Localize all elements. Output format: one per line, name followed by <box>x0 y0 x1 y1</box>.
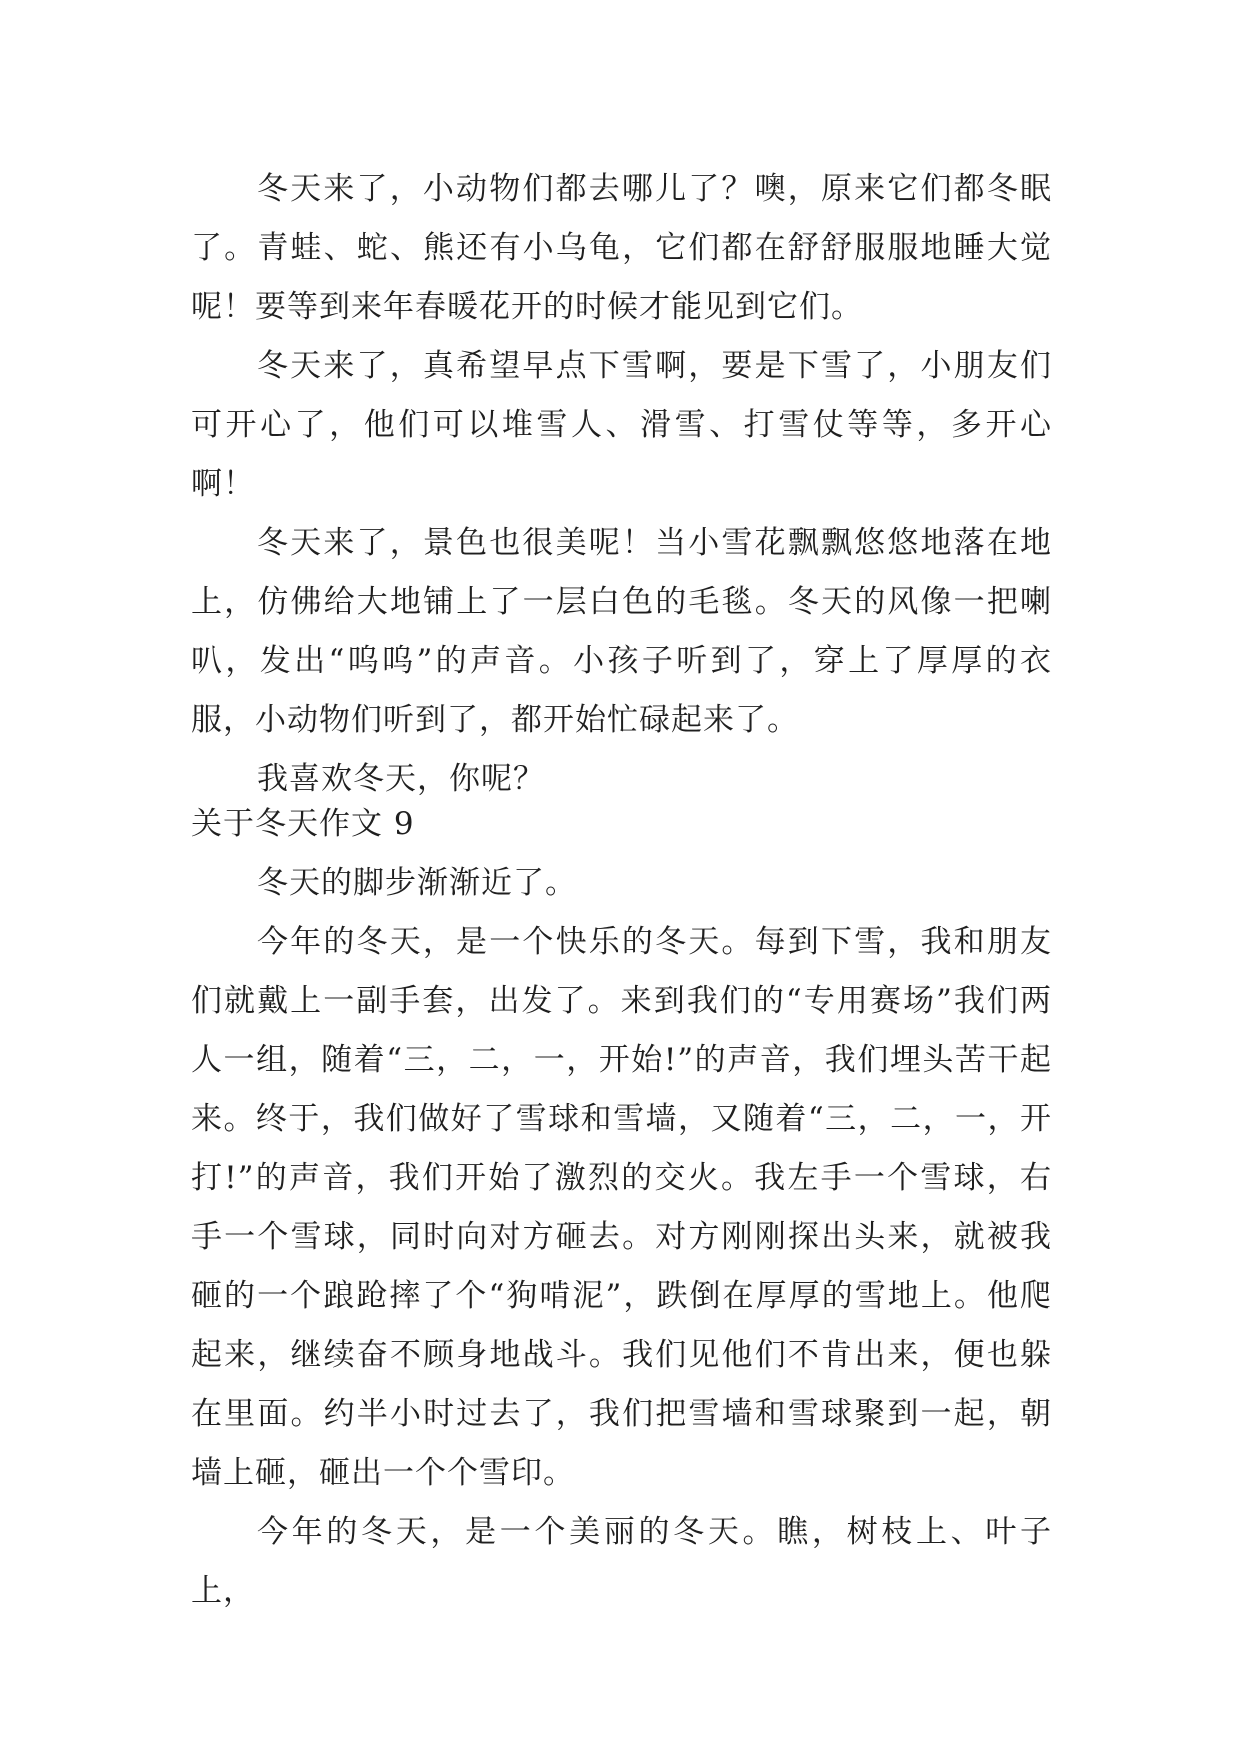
essay-section-previous <box>191 160 1052 809</box>
essay-section-9 <box>191 795 1052 1621</box>
paragraph-winter-approaching: 冬天的脚步渐渐近了。 <box>257 865 577 901</box>
essay-heading: 关于冬天作文 9 <box>191 806 415 842</box>
paragraph-beautiful-winter: 今年的冬天，是一个美丽的冬天。瞧，树枝上、叶子上， <box>191 1514 1052 1609</box>
paragraph-snowball-fight: 今年的冬天，是一个快乐的冬天。每到下雪，我和朋友们就戴上一副手套，出发了。来到我们的“专用赛场”我们两人一组，随着“三，二，一，开始!”的声音，我们埋头苦干起来。终于，我们做好了雪球和雪墙，又随着“三，二，一，开打!”的声音，我们开始了激烈的交火。我左手一个雪球，右手一个雪球，同时向对方砸去。对方刚刚探出头来，就被我砸的一个踉跄摔了个“狗啃泥”，跌倒在厚厚的雪地上。他爬起来，继续奋不顾身地战斗。我们见他们不肯出来，便也躲在里面。约半小时过去了，我们把雪墙和雪球聚到一起，朝墙上砸，砸出一个个雪印。 <box>191 924 1052 1491</box>
paragraph-closing-question: 我喜欢冬天，你呢？ <box>257 761 545 797</box>
paragraph-hope-snow: 冬天来了，真希望早点下雪啊，要是下雪了，小朋友们可开心了，他们可以堆雪人、滑雪、打雪仗等等，多开心啊！ <box>191 348 1052 502</box>
paragraph-winter-scenery: 冬天来了，景色也很美呢！当小雪花飘飘悠悠地落在地上，仿佛给大地铺上了一层白色的毛毯。冬天的风像一把喇叭，发出“呜呜”的声音。小孩子听到了，穿上了厚厚的衣服，小动物们听到了，都开始忙碌起来了。 <box>191 525 1052 738</box>
paragraph-animals-hibernate: 冬天来了，小动物们都去哪儿了？噢，原来它们都冬眠了。青蛙、蛇、熊还有小乌龟，它们都在舒舒服服地睡大觉呢！要等到来年春暖花开的时候才能见到它们。 <box>191 171 1052 325</box>
